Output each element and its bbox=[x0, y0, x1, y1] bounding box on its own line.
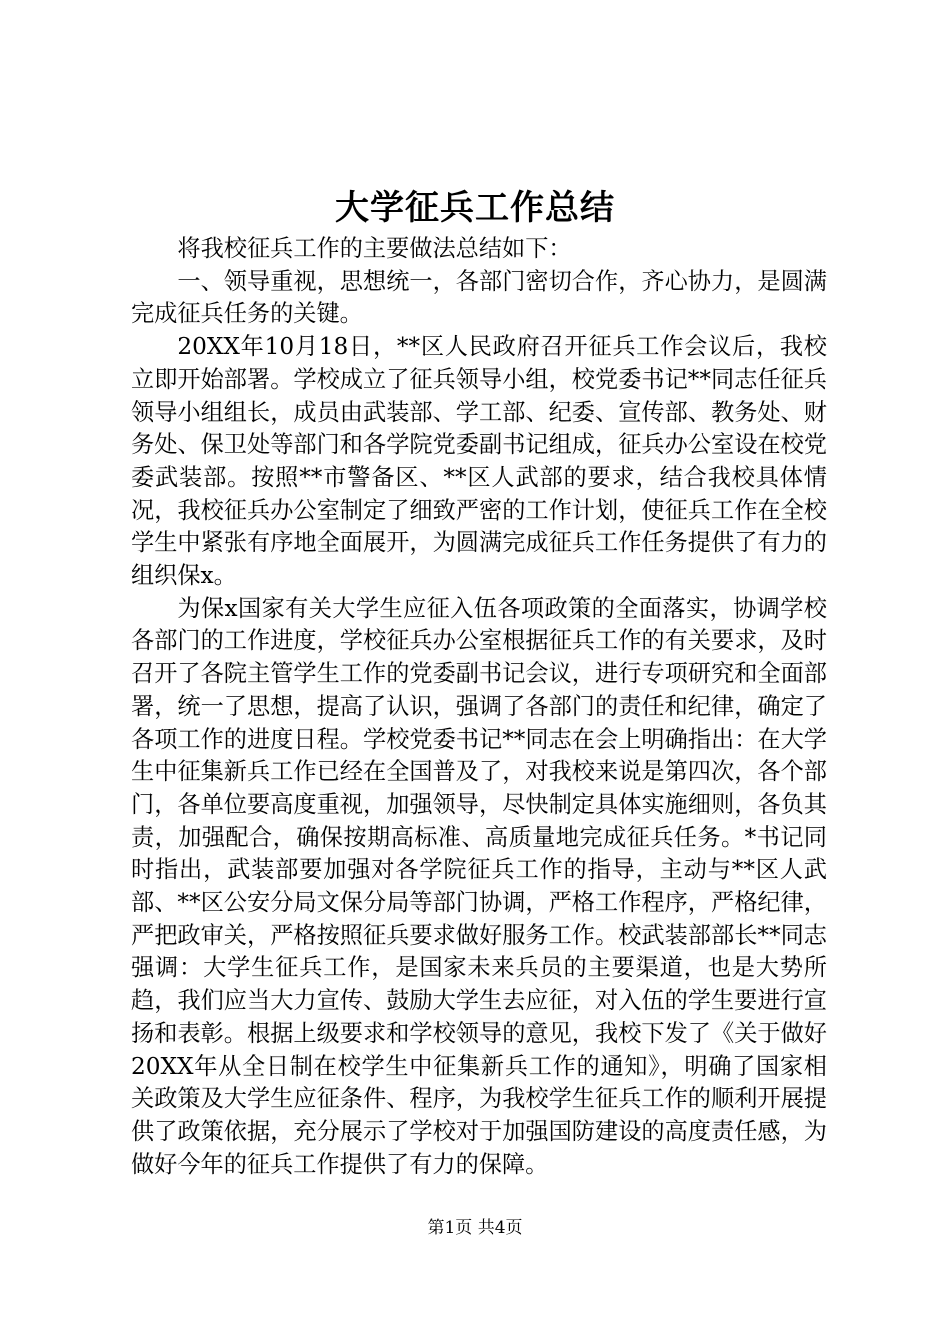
paragraph-policy: 为保x国家有关大学生应征入伍各项政策的全面落实，协调学校各部门的工作进度，学校征兵办公室根据征兵工作的有关要求，及时召开了各院主管学生工作的党委副书记会议，进行专项研究和全面部署，统一了思想，提高了认识，强调了各部门的责任和纪律，确定了各项工作的进度日程。学校党委书记**同志在会上明确指出：在大学生中征集新兵工作已经在全国普及了，对我校来说是第四次，各个部门，各单位要高度重视，加强领导，尽快制定具体实施细则，各负其责，加强配合，确保按期高标准、高质量地完成征兵任务。*书记同时指出，武装部要加强对各学院征兵工作的指导，主动与**区人武部、**区公安分局文保分局等部门协调，严格工作程序，严格纪律，严把政审关，严格按照征兵要求做好服务工作。校武装部部长**同志强调：大学生征兵工作，是国家未来兵员的主要渠道，也是大势所趋，我们应当大力宣传、鼓励大学生去应征，对入伍的学生要进行宣扬和表彰。根据上级要求和学校领导的意见，我校下发了《关于做好20XX年从全日制在校学生中征集新兵工作的通知》，明确了国家相关政策及大学生应征条件、程序，为我校学生征兵工作的顺利开展提供了政策依据，充分展示了学校对于加强国防建设的高度责任感，为做好今年的征兵工作提供了有力的保障。 bbox=[131, 594, 827, 1178]
document-title: 大学征兵工作总结 bbox=[335, 188, 615, 228]
page-footer: 第1页 共4页 bbox=[427, 1218, 523, 1238]
document-body bbox=[131, 233, 827, 1181]
paragraph-intro: 将我校征兵工作的主要做法总结如下： bbox=[177, 235, 572, 262]
paragraph-section-heading: 一、领导重视，思想统一，各部门密切合作，齐心协力，是圆满完成征兵任务的关键。 bbox=[131, 267, 827, 328]
paragraph-deployment: 20XX年10月18日，**区人民政府召开征兵工作会议后，我校立即开始部署。学校成立了征兵领导小组，校党委书记**同志任征兵领导小组组长，成员由武装部、学工部、纪委、宣传部、教务处、财务处、保卫处等部门和各学院党委副书记组成，征兵办公室设在校党委武装部。按照**市警备区、**区人武部的要求，结合我校具体情况，我校征兵办公室制定了细致严密的工作计划，使征兵工作在全校学生中紧张有序地全面展开，为圆满完成征兵工作任务提供了有力的组织保x。 bbox=[131, 333, 827, 590]
